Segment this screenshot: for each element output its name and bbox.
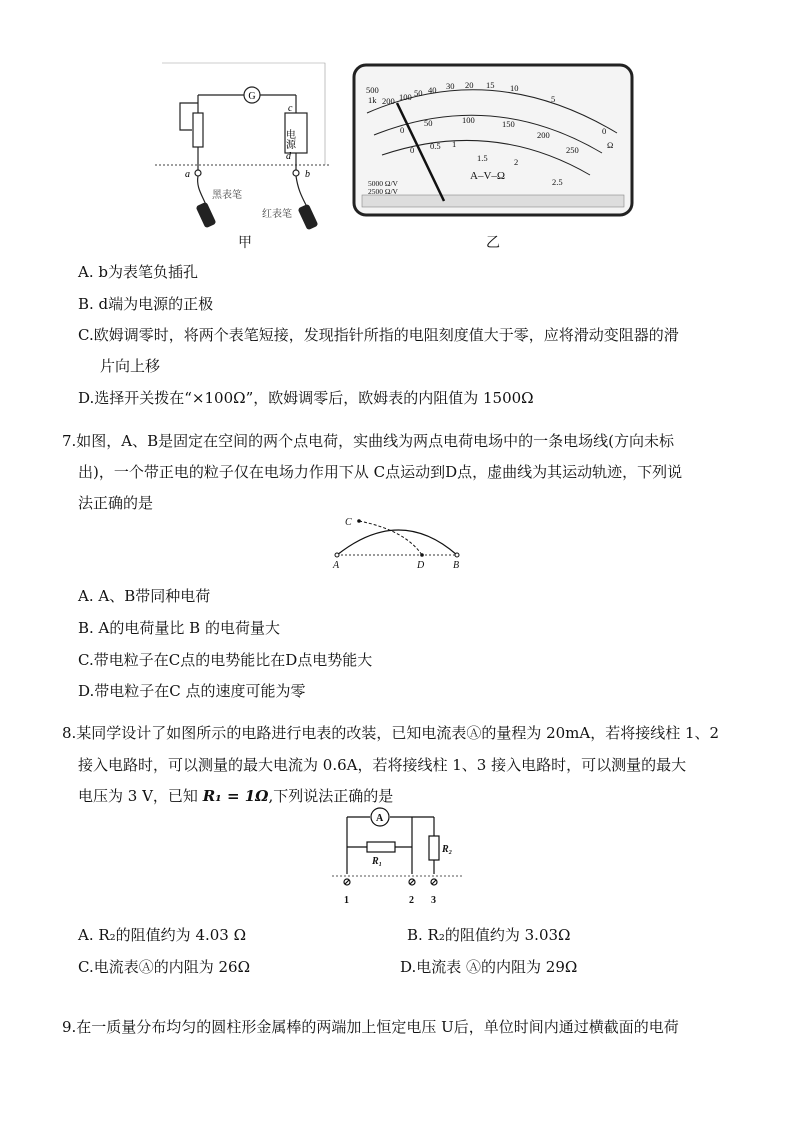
ohm-symbol: Ω	[607, 140, 614, 150]
ohm-tick-10: 10	[510, 83, 519, 93]
q6-option-c-line2: 片向上移	[100, 357, 161, 375]
q8-option-d: D.电流表 Ⓐ的内阻为 29Ω	[400, 958, 578, 976]
q7-point-b: B	[453, 560, 460, 571]
q8-stem-line3-a: 电压为 3 V，已知	[78, 787, 203, 805]
ohm-tick-9: 15	[486, 80, 495, 90]
q8-stem-line2: 接入电路时，可以测量的最大电流为 0.6A，若将接线柱 1、3 接入电路时，可以测量的最大	[78, 756, 687, 774]
q8-r1-formula: R₁ = 1Ω	[202, 787, 269, 805]
q6-option-d: D.选择开关拨在“×100Ω”，欧姆调零后，欧姆表的内阻值为 1500Ω	[78, 389, 534, 407]
ohm-tick-11: 5	[551, 94, 556, 104]
q8-option-a: A. R₂的阻值约为 4.03 Ω	[78, 926, 247, 944]
q7-option-b: B. A的电荷量比 B 的电荷量大	[78, 619, 280, 637]
ohm-tick-2: 1k	[368, 95, 377, 105]
caption-jia: 甲	[238, 235, 252, 251]
q7-stem-line2: 出)，一个带正电的粒子仅在电场力作用下从 C点运动到D点，虚曲线为其运动轨迹，下列说	[78, 463, 683, 481]
volt-tick-6: 2.5	[552, 177, 563, 187]
q6-option-a: A. b为表笔负插孔	[78, 263, 198, 281]
current-tick-3: 100	[462, 115, 475, 125]
q8-terminal-2: 2	[409, 895, 414, 906]
q7-point-a: A	[333, 560, 340, 571]
q8-option-b: B. R₂的阻值约为 3.03Ω	[407, 926, 571, 944]
q8-ammeter-label: A	[376, 813, 384, 824]
black-probe-label: 黑表笔	[212, 190, 242, 201]
q7-point-c: C	[345, 517, 352, 528]
q8-terminal-3: 3	[431, 895, 436, 906]
sensitivity-2: 2500 Ω/V	[368, 187, 398, 196]
caption-yi: 乙	[486, 235, 500, 251]
q6-option-b: B. d端为电源的正极	[78, 295, 214, 313]
q7-stem-line1: 7.如图，A、B是固定在空间的两个点电荷，实曲线为两点电荷电场中的一条电场线(方向未标	[62, 432, 675, 450]
ohm-tick-12: 0	[602, 126, 607, 136]
q9-stem-line1: 9.在一质量分布均匀的圆柱形金属棒的两端加上恒定电压 U后，单位时间内通过横截面的电荷	[62, 1018, 679, 1036]
ohm-tick-4: 100	[399, 92, 412, 102]
q6-option-c-line1: C.欧姆调零时，将两个表笔短接，发现指针所指的电阻刻度值大于零，应将滑动变阻器的滑	[78, 326, 679, 344]
red-probe-label: 红表笔	[262, 209, 292, 220]
ohm-tick-5: 50	[414, 88, 423, 98]
terminal-d: d	[286, 151, 291, 162]
galvanometer-label: G	[248, 91, 256, 102]
ohm-tick-8: 20	[465, 80, 474, 90]
current-tick-5: 200	[537, 130, 550, 140]
current-tick-4: 150	[502, 119, 515, 129]
q7-option-d: D.带电粒子在C 点的速度可能为零	[78, 682, 306, 700]
q7-point-d: D	[417, 560, 425, 571]
q8-terminal-1: 1	[344, 895, 349, 906]
current-tick-6: 250	[566, 145, 579, 155]
ohm-tick-3: 200	[382, 96, 395, 106]
q7-option-a: A. A、B带同种电荷	[78, 587, 211, 605]
terminal-a: a	[185, 169, 190, 180]
ohm-tick-7: 30	[446, 81, 455, 91]
ohm-tick-6: 40	[428, 85, 437, 95]
q8-r2-label: R₂	[442, 844, 453, 855]
ohm-tick-1: 500	[366, 85, 379, 95]
terminal-b: b	[305, 169, 310, 180]
volt-tick-4: 1.5	[477, 153, 488, 163]
source-label-1: 电源	[283, 129, 295, 149]
figure-q7-field	[325, 510, 470, 574]
volt-tick-3: 1	[452, 139, 457, 149]
figure-jia-circuit	[150, 55, 340, 235]
q7-option-c: C.带电粒子在C点的电势能比在D点电势能大	[78, 651, 373, 669]
sensitivity-1: 5000 Ω/V	[368, 179, 398, 188]
terminal-c: c	[288, 103, 293, 114]
figure-q8-circuit	[330, 804, 465, 912]
meter-center-label: A–V–Ω	[470, 170, 506, 182]
volt-tick-1: 0	[410, 145, 415, 155]
q8-stem-line3	[78, 786, 393, 806]
volt-tick-2: 0.5	[430, 141, 441, 151]
current-tick-2: 50	[424, 118, 433, 128]
figure-yi-meter	[352, 63, 634, 218]
q8-r1-label: R₁	[372, 856, 383, 867]
q8-option-c: C.电流表Ⓐ的内阻为 26Ω	[78, 958, 251, 976]
q7-stem-line3: 法正确的是	[78, 494, 154, 512]
q8-stem-line1: 8.某同学设计了如图所示的电路进行电表的改装，已知电流表Ⓐ的量程为 20mA，若将接线柱 1、2	[62, 724, 720, 742]
volt-tick-5: 2	[514, 157, 519, 167]
current-tick-1: 0	[400, 125, 405, 135]
q8-stem-line3-c: ,下列说法正确的是	[268, 787, 394, 805]
